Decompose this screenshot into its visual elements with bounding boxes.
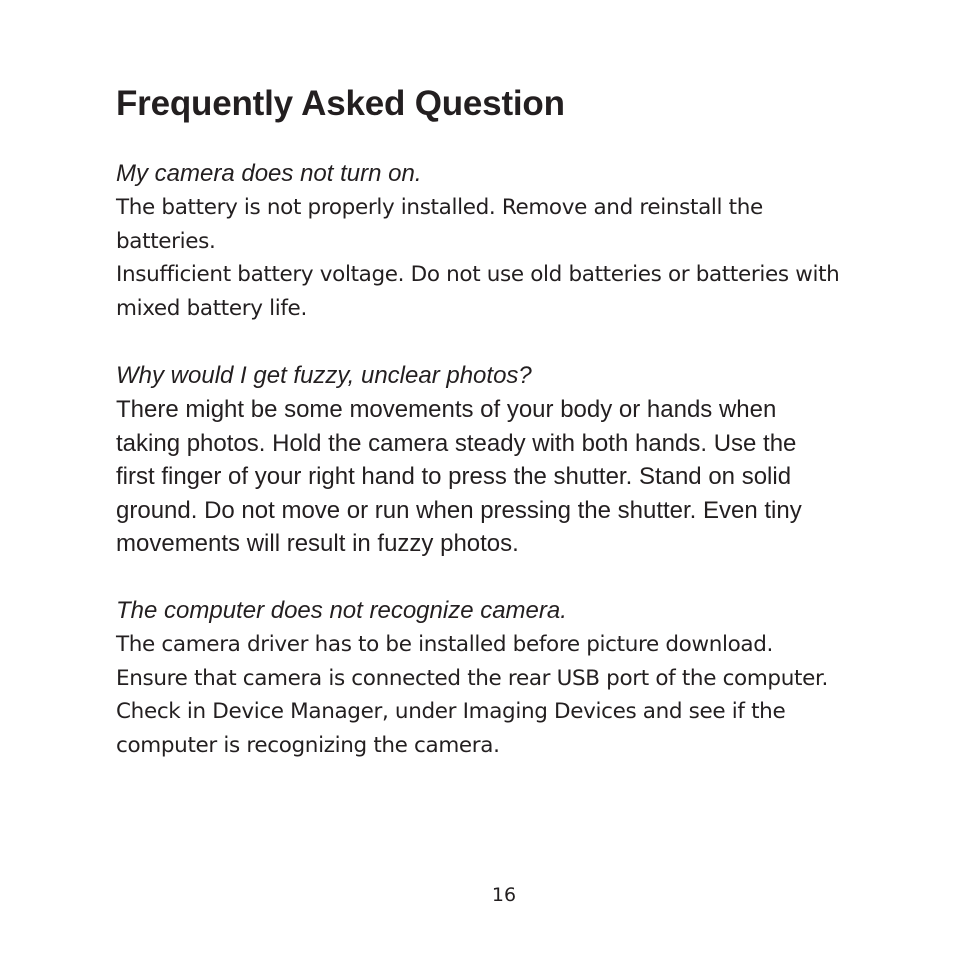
faq-answer-line: movements will result in fuzzy photos. xyxy=(116,530,519,557)
faq-item-camera-power xyxy=(116,157,946,325)
page-title: Frequently Asked Question xyxy=(116,84,565,123)
page-number: 16 xyxy=(491,884,517,906)
faq-answer-line: The battery is not properly installed. Remove and reinstall the xyxy=(116,195,763,220)
faq-answer-line: taking photos. Hold the camera steady with both hands. Use the xyxy=(116,429,797,457)
faq-item-camera-recognition xyxy=(116,594,946,762)
faq-answer-line: batteries. xyxy=(116,228,216,254)
faq-question: Why would I get fuzzy, unclear photos? xyxy=(116,362,532,389)
faq-answer-line: Insufficient battery voltage. Do not use old batteries or batteries with xyxy=(116,262,840,287)
faq-answer-line: The camera driver has to be installed before picture download. xyxy=(116,632,773,657)
faq-answer-line: computer is recognizing the camera. xyxy=(116,732,500,758)
faq-item-fuzzy-photos xyxy=(116,359,946,561)
faq-answer xyxy=(116,191,946,325)
faq-answer-line: first finger of your right hand to press the shutter. Stand on solid xyxy=(116,463,792,490)
faq-answer xyxy=(116,393,946,561)
faq-question: My camera does not turn on. xyxy=(116,160,422,187)
faq-answer-line: Ensure that camera is connected the rear USB port of the computer. xyxy=(116,665,828,691)
faq-answer-line: mixed battery life. xyxy=(116,295,307,321)
faq-answer xyxy=(116,628,946,762)
faq-answer-line: ground. Do not move or run when pressing the shutter. Even tiny xyxy=(116,496,802,524)
faq-answer-line: There might be some movements of your body or hands when xyxy=(116,396,777,423)
faq-answer-line: Check in Device Manager, under Imaging Devices and see if the xyxy=(116,699,786,724)
faq-question: The computer does not recognize camera. xyxy=(116,597,567,624)
